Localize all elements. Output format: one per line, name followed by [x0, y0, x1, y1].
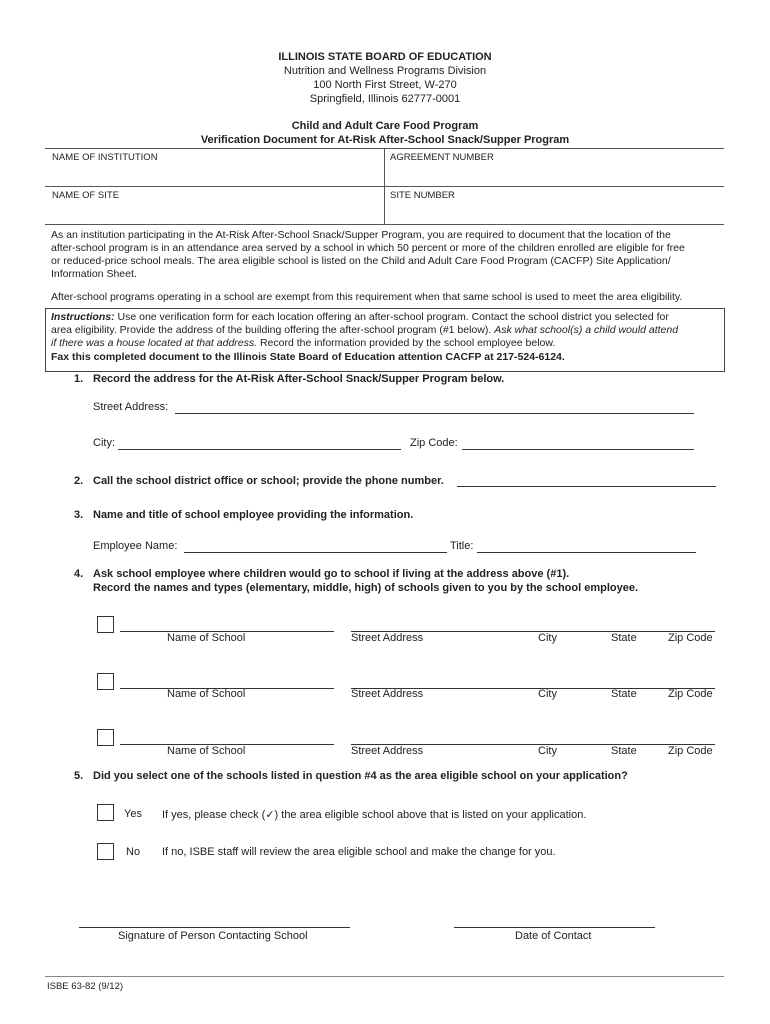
- form-id: ISBE 63-82 (9/12): [47, 981, 124, 992]
- city-col-label: City: [538, 688, 557, 700]
- q2-text: Call the school district office or school; provide the phone number.: [93, 475, 444, 487]
- site-number-label: SITE NUMBER: [390, 190, 455, 201]
- employee-name-field[interactable]: [184, 551, 447, 553]
- q4-number: 4.: [74, 568, 84, 580]
- signature-label: Signature of Person Contacting School: [118, 930, 308, 942]
- agency-name: ILLINOIS STATE BOARD OF EDUCATION: [278, 51, 492, 63]
- intro-line-1: As an institution participating in the At-Risk After-School Snack/Supper Program, you are required to document that the location of the: [51, 229, 671, 241]
- yes-label: Yes: [124, 808, 142, 820]
- footer-rule: [45, 976, 724, 977]
- yes-checkbox[interactable]: [97, 804, 114, 821]
- school-name-col-label: Name of School: [167, 688, 246, 700]
- fax-instruction: Fax this completed document to the Illinois State Board of Education attention CACFP at 217-524-6124.: [51, 351, 565, 363]
- intro-line-4: Information Sheet.: [51, 268, 137, 280]
- state-col-label: State: [611, 745, 637, 757]
- intro-line-2: after-school program is in an attendance area served by a school in which 50 percent or more of the children enrolled are eligible for free: [51, 242, 685, 254]
- state-col-label: State: [611, 632, 637, 644]
- no-label: No: [126, 846, 141, 858]
- instructions-label: Instructions:: [51, 311, 115, 323]
- agreement-number-label: AGREEMENT NUMBER: [390, 152, 494, 163]
- program-name: Child and Adult Care Food Program: [291, 120, 479, 132]
- table-divider: [384, 148, 385, 224]
- phone-number-field[interactable]: [457, 485, 716, 487]
- division-name: Nutrition and Wellness Programs Division: [283, 65, 487, 77]
- street-address-label: Street Address:: [93, 401, 169, 413]
- zip-col-label: Zip Code: [668, 745, 713, 757]
- school-name-col-label: Name of School: [167, 632, 246, 644]
- no-checkbox[interactable]: [97, 843, 114, 860]
- q4-line-1: Ask school employee where children would go to school if living at the address above (#1).: [93, 568, 570, 580]
- city-col-label: City: [538, 632, 557, 644]
- zip-code-label: Zip Code:: [410, 437, 458, 449]
- school-1-checkbox[interactable]: [97, 616, 114, 633]
- state-col-label: State: [611, 688, 637, 700]
- zip-code-field[interactable]: [462, 448, 694, 450]
- intro-line-3: or reduced-price school meals. The area eligible school is listed on the Child and Adult Care Food Program (CACFP) Site Application/: [51, 255, 671, 267]
- date-of-contact-label: Date of Contact: [515, 930, 592, 942]
- city-col-label: City: [538, 745, 557, 757]
- school-2-checkbox[interactable]: [97, 673, 114, 690]
- exemption-note: After-school programs operating in a school are exempt from this requirement when that same school is used to meet the area eligibility.: [51, 291, 683, 303]
- street-address-col-label: Street Address: [351, 632, 424, 644]
- q3-number: 3.: [74, 509, 84, 521]
- street-address-col-label: Street Address: [351, 745, 424, 757]
- instructions-line-2: [51, 324, 678, 338]
- address-city: Springfield, Illinois 62777-0001: [309, 93, 461, 105]
- q1-number: 1.: [74, 373, 84, 385]
- employee-title-label: Title:: [450, 540, 474, 552]
- instructions-line-1: [51, 311, 669, 325]
- instructions-text-3a: if there was a house located at that address.: [51, 337, 258, 349]
- city-field[interactable]: [118, 448, 401, 450]
- zip-col-label: Zip Code: [668, 632, 713, 644]
- street-address-field[interactable]: [175, 412, 694, 414]
- employee-name-label: Employee Name:: [93, 540, 178, 552]
- date-of-contact-field[interactable]: [454, 926, 655, 928]
- table-bottom-rule: [45, 224, 724, 225]
- document-title: Verification Document for At-Risk After-School Snack/Supper Program: [200, 134, 570, 146]
- school-3-checkbox[interactable]: [97, 729, 114, 746]
- instructions-text-1: Use one verification form for each location offering an after-school program. Contact the school district you selected for: [114, 311, 669, 323]
- zip-col-label: Zip Code: [668, 688, 713, 700]
- yes-instruction: If yes, please check (✓) the area eligible school above that is listed on your application.: [162, 809, 587, 821]
- signature-field[interactable]: [79, 926, 350, 928]
- instructions-text-2b: Ask what school(s) a child would attend: [494, 324, 679, 336]
- no-instruction: If no, ISBE staff will review the area eligible school and make the change for you.: [162, 846, 556, 858]
- street-address-col-label: Street Address: [351, 688, 424, 700]
- site-name-label: NAME OF SITE: [52, 190, 120, 201]
- institution-name-label: NAME OF INSTITUTION: [52, 152, 158, 163]
- q5-number: 5.: [74, 770, 84, 782]
- instructions-text-2a: area eligibility. Provide the address of the building offering the after-school program (#1 below).: [51, 324, 495, 336]
- school-name-col-label: Name of School: [167, 745, 246, 757]
- address-street: 100 North First Street, W-270: [313, 79, 457, 91]
- q1-text: Record the address for the At-Risk After-School Snack/Supper Program below.: [93, 373, 505, 385]
- q3-text: Name and title of school employee providing the information.: [93, 509, 414, 521]
- employee-title-field[interactable]: [477, 551, 696, 553]
- q2-number: 2.: [74, 475, 84, 487]
- instructions-line-3: [51, 337, 555, 351]
- instructions-text-3b: Record the information provided by the school employee below.: [257, 337, 556, 349]
- q4-line-2: Record the names and types (elementary, middle, high) of schools given to you by the school employee.: [93, 582, 639, 594]
- q5-text: Did you select one of the schools listed in question #4 as the area eligible school on your application?: [93, 770, 628, 782]
- city-label: City:: [93, 437, 115, 449]
